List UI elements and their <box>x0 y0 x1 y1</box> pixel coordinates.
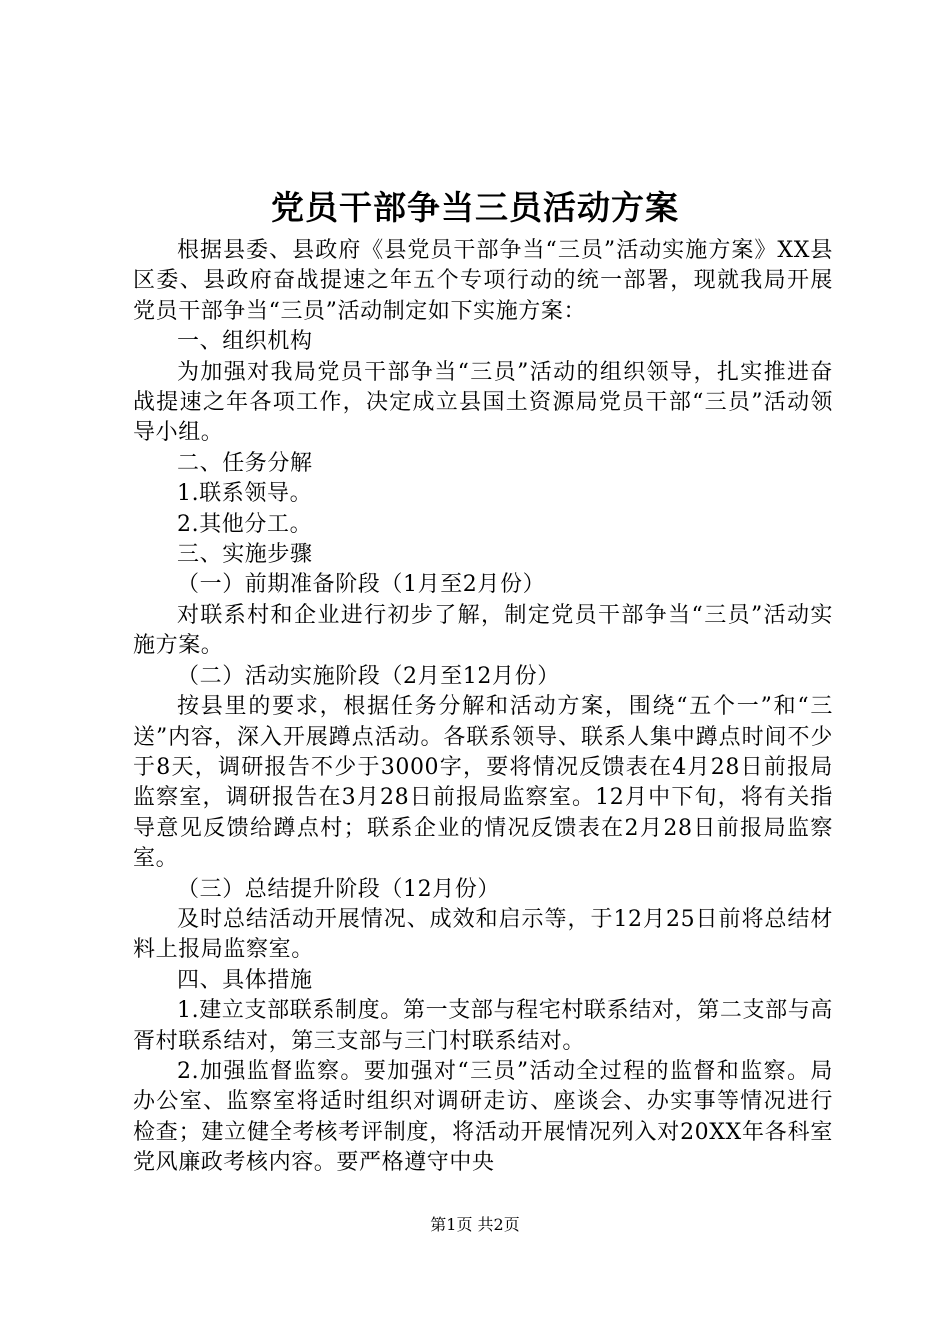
list-item-task-1: 1.联系领导。 <box>177 481 313 507</box>
paragraph-organization: 为加强对我局党员干部争当“三员”活动的组织领导，扎实推进奋战提速之年各项工作，决定成立县国土资源局党员干部“三员”活动领导小组。 <box>133 359 833 446</box>
paragraph-measure-1: 1.建立支部联系制度。第一支部与程宅村联系结对，第二支部与高胥村联系结对，第三支部与三门村联系结对。 <box>133 998 833 1054</box>
subheading-stage-2: （二）活动实施阶段（2月至12月份） <box>177 663 560 689</box>
section-heading-measures: 四、具体措施 <box>177 967 313 993</box>
paragraph-intro: 根据县委、县政府《县党员干部争当“三员”活动实施方案》XX县区委、县政府奋战提速之年五个专项行动的统一部署，现就我局开展党员干部争当“三员”活动制定如下实施方案： <box>133 238 833 324</box>
page-footer: 第1页 共2页 <box>430 1215 520 1234</box>
section-heading-steps: 三、实施步骤 <box>177 542 313 568</box>
section-heading-tasks: 二、任务分解 <box>177 450 313 476</box>
paragraph-stage-3: 及时总结活动开展情况、成效和启示等，于12月25日前将总结材料上报局监察室。 <box>133 906 833 963</box>
paragraph-stage-1: 对联系村和企业进行初步了解，制定党员干部争当“三员”活动实施方案。 <box>133 602 833 659</box>
paragraph-measure-2: 2.加强监督监察。要加强对“三员”活动全过程的监督和监察。局办公室、监察室将适时组织对调研走访、座谈会、办实事等情况进行检查；建立健全考核考评制度，将活动开展情况列入对20XX年各科室党风廉政考核内容。要严格遵守中央 <box>133 1058 833 1176</box>
list-item-task-2: 2.其他分工。 <box>177 511 313 537</box>
document-title: 党员干部争当三员活动方案 <box>271 188 679 227</box>
subheading-stage-1: （一）前期准备阶段（1月至2月份） <box>177 572 546 598</box>
paragraph-stage-2: 按县里的要求，根据任务分解和活动方案，围绕“五个一”和“三送”内容，深入开展蹲点活动。各联系领导、联系人集中蹲点时间不少于8天，调研报告不少于3000字，要将情况反馈表在4月28日前报局监察室，调研报告在3月28日前报局监察室。12月中下旬，将有关指导意见反馈给蹲点村；联系企业的情况反馈表在2月28日前报局监察室。 <box>133 694 833 872</box>
section-heading-organization: 一、组织机构 <box>177 329 313 355</box>
subheading-stage-3: （三）总结提升阶段（12月份） <box>177 876 500 902</box>
document-body <box>133 236 833 1179</box>
